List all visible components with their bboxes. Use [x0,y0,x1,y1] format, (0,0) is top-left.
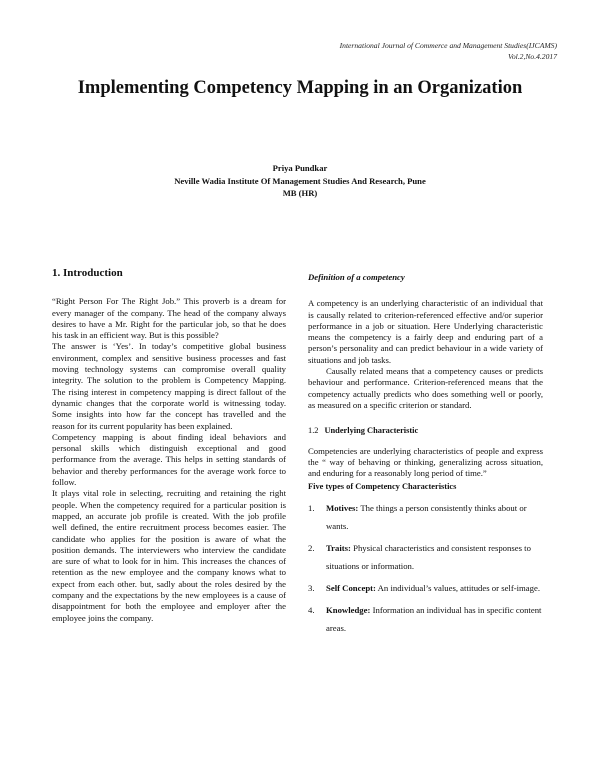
item-text: Physical characteristics and consistent responses to situations or information. [326,542,531,571]
list-item: 3. Self Concept: An individual’s values, attitudes or self-image. [308,582,541,593]
journal-header [340,40,557,62]
types-heading: Five types of Competency Characteristics [308,482,457,492]
right-column [308,268,543,641]
item-term: Traits: [326,542,351,553]
author-affiliation: Neville Wadia Institute Of Management Studies And Research, Pune [174,175,426,186]
underlying-heading [308,425,543,436]
paper-title: Implementing Competency Mapping in an Organization [77,78,523,98]
definition-paragraph-2: Causally related means that a competency causes or predicts behaviour and performance. Criterion-referenced means that the competency actually predicts who does something well or poorly, as measured on a specific criterion or standard. [308,366,543,410]
intro-paragraph-4: It plays vital role in selecting, recruiting and retaining the right people. When the competency required for a particular position is mapped, an accurate job profile is created. With the job profile well defined, the entire recruitment process becomes easier. The candidate who applies for the position is aware of what the position demands. The interviewers who interview the candidate are sure of what to look for in him. This increases the chances of retention as the new employee and the company knows what to expect from each other. but, sadly about the roles desired by the company and the expectations by the new employees is a cause of disappointment for both the employee and employer after the employee joins the company. [52,488,286,623]
intro-paragraph-1: “Right Person For The Right Job.” This proverb is a dream for every manager of the company. The head of the company always desires to have a Mr. Right for the particular job, so that he does his task in an efficient way. But is this possible? [52,296,286,341]
author-block [0,162,600,200]
underlying-title: Underlying Characteristic [324,426,419,436]
underlying-paragraph: Competencies are underlying characteristics of people and express the “ way of behaving or thinking, generalizing across situation, and enduring for a reasonably long period of time.” [308,445,543,479]
list-item: 2. Traits: Physical characteristics and consistent responses to situations or information. [308,542,531,571]
item-term: Knowledge: [326,604,371,615]
list-item: 1. Motives: The things a person consistently thinks about or wants. [308,502,527,531]
item-term: Motives: [326,502,359,513]
list-item: 4. Knowledge: Information an individual has in specific content areas. [308,604,542,633]
intro-paragraph-3: Competency mapping is about finding ideal behaviors and personal skills which distinguish exceptional and good performance from the average. This helps in setting standards of behavior and thereby performances for the average work force to follow. [52,431,286,488]
item-term: Self Concept: [326,582,376,593]
left-column [52,268,286,624]
author-program: MB (HR) [282,188,318,198]
types-list [308,499,543,637]
intro-heading: 1. Introduction [52,267,123,279]
journal-volume: Vol.2,No.4.2017 [508,52,557,61]
definition-paragraph-1: A competency is an underlying characteristic of an individual that is causally related to criterion-referenced effective and/or superior performance in a job or situation. Here Underlying characteristic means the competency is a fairly deep and enduring part of a person’s personality and can predict behaviour in a wide variety of situations and job tasks. [308,298,543,365]
journal-name: International Journal of Commerce and Management Studies(IJCAMS) [339,41,557,50]
item-text: Information an individual has in specific content areas. [326,604,542,633]
intro-paragraph-2: The answer is ‘Yes’. In today’s competitive global business environment, complex and sensitive business processes and fast moving technology systems can compromise overall quality integrity. The solution to the problem is Competency Mapping. The rising interest in competency mapping is direct fallout of the dynamic changes that the corporate world is witnessing today. Some insights into how far the concept has travelled and the reason for its current popularity has been explained. [52,341,286,431]
author-name: Priya Pundkar [272,163,328,173]
item-text: The things a person consistently thinks about or wants. [326,502,527,531]
underlying-number: 1.2 [308,426,319,436]
item-text: An individual’s values, attitudes or self-image. [377,582,541,593]
definition-heading: Definition of a competency [308,272,405,282]
